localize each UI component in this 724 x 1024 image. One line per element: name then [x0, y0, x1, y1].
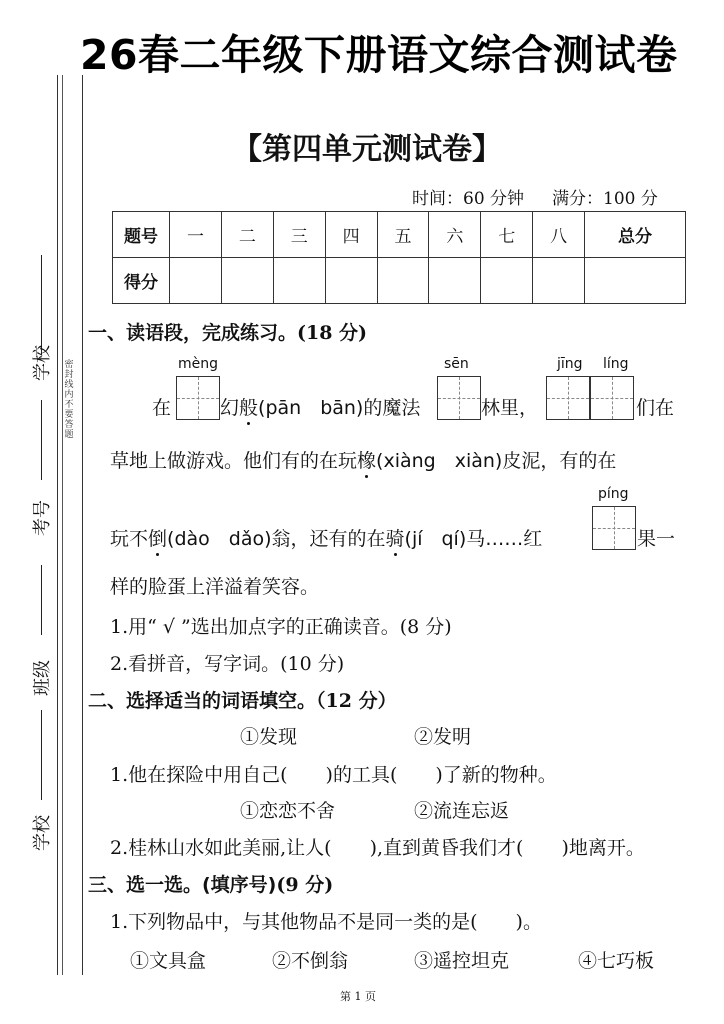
option: ②流连忘返 [414, 800, 510, 822]
binding-line-outer [57, 75, 58, 975]
score-cell[interactable] [585, 258, 686, 304]
option: ③遥控坦克 [414, 950, 510, 972]
text-span: (jí qí)马……红 [404, 528, 543, 550]
section-1-heading [88, 318, 367, 345]
passage-text [110, 524, 542, 551]
text-span: 草地上做游戏。他们有的在玩 [110, 450, 358, 472]
score-table [112, 211, 686, 304]
binding-line-inner [62, 75, 63, 975]
table-row [113, 212, 686, 258]
pinyin-label: líng [603, 356, 629, 372]
table-header-cell: 六 [429, 212, 481, 258]
passage-text [220, 393, 420, 420]
table-header-cell: 三 [273, 212, 325, 258]
table-header-cell: 五 [377, 212, 429, 258]
score-cell[interactable] [273, 258, 325, 304]
score-cell[interactable] [429, 258, 481, 304]
unit-subtitle: 【第四单元测试卷】 [232, 132, 502, 167]
write-box[interactable] [437, 376, 481, 420]
question-2-1: 1.他在探险中用自己( )的工具( )了新的物种。 [110, 764, 557, 786]
table-header-cell: 七 [481, 212, 533, 258]
section-3-heading [88, 870, 333, 897]
passage-text [110, 446, 616, 473]
table-header-cell: 题号 [113, 212, 170, 258]
section-heading-text: 一、读语段，完成练习。 [88, 322, 298, 344]
fill-line [41, 255, 42, 355]
dotted-char: 倒 [148, 524, 167, 551]
option: ②发明 [414, 726, 472, 748]
table-header-cell: 总分 [585, 212, 686, 258]
seal-notice: 密封线内不要答题 [64, 360, 74, 440]
pinyin-label: píng [598, 486, 629, 502]
passage-text: 样的脸蛋上洋溢着笑容。 [110, 576, 320, 598]
score-cell[interactable] [533, 258, 585, 304]
write-box[interactable] [590, 376, 634, 420]
write-box[interactable] [546, 376, 590, 420]
dotted-char: 骑 [386, 524, 405, 551]
option: ①恋恋不舍 [240, 800, 336, 822]
text-span: (dào dǎo)翁，还有的在 [167, 528, 386, 550]
option: ④七巧板 [578, 950, 655, 972]
table-row-head: 得分 [113, 258, 170, 304]
question-1-2: 2.看拼音，写字词。(10 分) [110, 653, 345, 675]
dotted-char: 般 [239, 393, 258, 420]
table-header-cell: 四 [325, 212, 377, 258]
dotted-char: 橡 [357, 446, 376, 473]
passage-text: 果一 [637, 528, 676, 550]
binding-line-right [82, 75, 83, 975]
full-score: 满分：100 分 [552, 189, 658, 209]
class-label: 班级 [32, 660, 53, 696]
passage-text: 林里， [481, 397, 539, 419]
option: ②不倒翁 [272, 950, 349, 972]
table-header-cell: 二 [221, 212, 273, 258]
section-heading-text: 二、选择适当的词语填空。 [88, 690, 317, 712]
write-box[interactable] [176, 376, 220, 420]
score-cell[interactable] [325, 258, 377, 304]
exam-meta [412, 184, 658, 209]
page-number: 第 1 页 [340, 990, 376, 1003]
score-cell[interactable] [170, 258, 222, 304]
score-cell[interactable] [221, 258, 273, 304]
score-cell[interactable] [481, 258, 533, 304]
text-span: 玩不 [110, 528, 149, 550]
option: ①发现 [240, 726, 298, 748]
option: ①文具盒 [130, 950, 207, 972]
text-span: (pān bān)的魔法 [258, 397, 421, 419]
score-cell[interactable] [377, 258, 429, 304]
write-box[interactable] [592, 506, 636, 550]
pinyin-label: jīng [557, 356, 583, 372]
text-span: (xiàng xiàn)皮泥，有的在 [376, 450, 617, 472]
pinyin-label: mèng [178, 356, 219, 372]
pinyin-label: sēn [444, 356, 469, 372]
passage-text: 们在 [636, 397, 675, 419]
page-title: 26春二年级下册语文综合测试卷 [80, 31, 678, 79]
school-label: 学校 [32, 345, 53, 381]
question-1-1: 1.用“ √ ”选出加点字的正确读音。(8 分) [110, 616, 452, 638]
fill-line [41, 565, 42, 635]
section-score: (18 分) [297, 322, 368, 344]
table-header-cell: 八 [533, 212, 585, 258]
fill-line [41, 710, 42, 800]
section-score: (9 分) [276, 874, 334, 896]
question-3-1: 1.下列物品中，与其他物品不是同一类的是( )。 [110, 911, 542, 933]
fill-line [41, 400, 42, 480]
school-label-2: 学校 [32, 815, 53, 851]
text-span: 幻 [220, 397, 240, 419]
exam-number-label: 考号 [32, 500, 53, 536]
passage-text: 在 [152, 397, 172, 419]
time-limit: 时间：60 分钟 [412, 189, 525, 209]
table-row [113, 258, 686, 304]
question-2-2: 2.桂林山水如此美丽,让人( ),直到黄昏我们才( )地离开。 [110, 837, 645, 859]
section-heading-text: 三、选一选。(填序号) [88, 874, 277, 896]
section-score: （12 分） [316, 690, 397, 712]
section-2-heading [88, 686, 397, 713]
table-header-cell: 一 [170, 212, 222, 258]
